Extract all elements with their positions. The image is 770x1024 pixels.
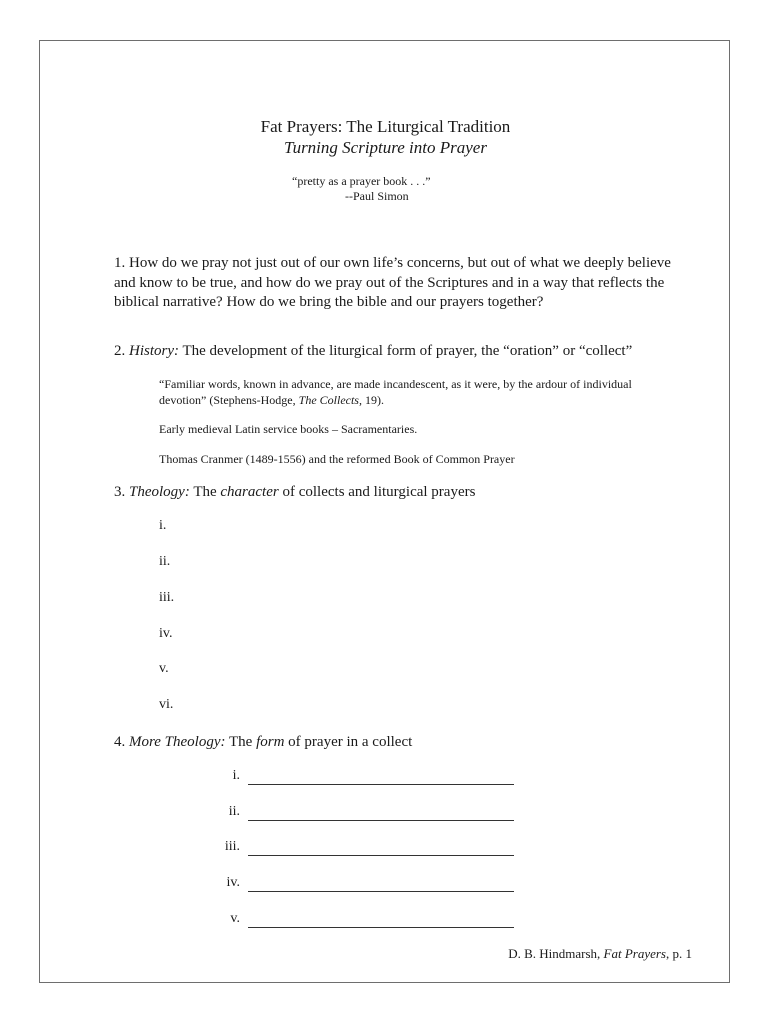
section-4-heading — [114, 734, 412, 751]
section-2-text: The development of the liturgical form of prayer, the “oration” or “collect” — [182, 343, 633, 359]
collects-quote-text: “Familiar words, known in advance, are made incandescent, as it were, by the ardour of individual devotion” (Stephens-Hodge, — [159, 377, 632, 407]
form-item-number: iv. — [226, 875, 240, 890]
document-page — [39, 40, 730, 983]
section-3-heading — [114, 484, 475, 501]
section-4-label: More Theology: — [129, 734, 226, 750]
epigraph-quote: “pretty as a prayer book . . .” — [292, 174, 431, 188]
document-subtitle: Turning Scripture into Prayer — [284, 138, 487, 157]
footer-work-title: Fat Prayers — [603, 946, 666, 961]
form-item-number: i. — [232, 768, 240, 783]
form-item-number: ii. — [228, 804, 240, 819]
collects-quote — [159, 376, 679, 408]
theology-item: vi. — [159, 697, 174, 712]
section-3-text-end: of collects and liturgical prayers — [278, 484, 476, 500]
document-title: Fat Prayers: The Liturgical Tradition — [260, 117, 511, 136]
section-4-text-emphasis: form — [256, 734, 285, 750]
section-3-text-emphasis: character — [220, 484, 279, 500]
form-item-number: iii. — [224, 839, 240, 854]
question-1: 1. How do we pray not just out of our own life’s concerns, but out of what we deeply believe and know to be true, and how do we pray out of the Scriptures and in a way that reflects the biblical narrative? How do we bring the bible and our prayers together? — [114, 255, 671, 310]
section-3-text-start: The — [193, 484, 221, 500]
section-3-label: Theology: — [129, 484, 190, 500]
answer-blank[interactable] — [248, 820, 514, 821]
page-footer — [508, 946, 692, 962]
section-4-text-end: of prayer in a collect — [284, 734, 413, 750]
theology-item: v. — [159, 661, 169, 676]
answer-blank[interactable] — [248, 855, 514, 856]
theology-item: ii. — [159, 554, 171, 569]
section-4-number: 4. — [114, 734, 126, 750]
section-2-number: 2. — [114, 343, 126, 359]
collects-quote-page: 19). — [361, 393, 384, 407]
footer-author: D. B. Hindmarsh, — [508, 946, 604, 961]
footer-page-number: , p. 1 — [666, 946, 692, 961]
section-2-label: History: — [129, 343, 179, 359]
collects-quote-source-title: The Collects, — [298, 393, 362, 407]
theology-item: i. — [159, 518, 167, 533]
answer-blank[interactable] — [248, 784, 514, 785]
section-4-text-start: The — [229, 734, 257, 750]
cranmer-note: Thomas Cranmer (1489-1556) and the reformed Book of Common Prayer — [159, 452, 515, 466]
form-item-number: v. — [230, 911, 240, 926]
answer-blank[interactable] — [248, 891, 514, 892]
epigraph-attribution: --Paul Simon — [345, 189, 409, 203]
answer-blank[interactable] — [248, 927, 514, 928]
theology-item: iv. — [159, 626, 173, 641]
theology-item: iii. — [159, 590, 175, 605]
section-3-number: 3. — [114, 484, 126, 500]
sacramentaries-note: Early medieval Latin service books – Sacramentaries. — [159, 422, 418, 436]
section-2-heading — [114, 343, 632, 360]
